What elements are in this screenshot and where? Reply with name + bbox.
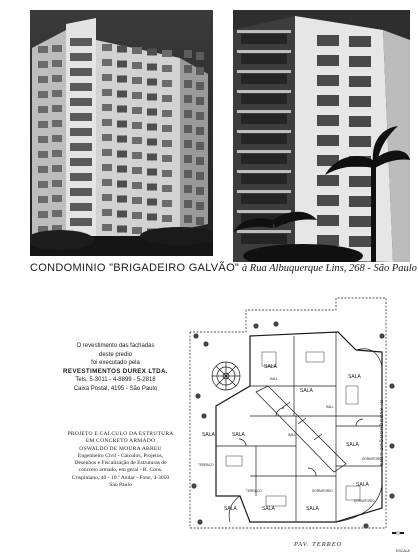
ground-floor-plan [186,296,408,540]
room-label: SALA [262,506,275,512]
scale-label: ESCALA [396,549,410,553]
credit-line-3: OSWALDO DE MOURA ABREU [79,445,162,452]
room-label: DORMITORIO [312,489,333,493]
engineer-credit [58,431,183,489]
room-label: SALA [346,442,359,448]
room-label: SALA [356,482,369,488]
room-label: HALL [288,433,296,437]
credit-line-8: São Paulo [109,482,132,489]
ad-line-3: foi executado pela [91,360,140,367]
credit-line-6: concreto armado, em geral - R. Cons. [78,467,163,474]
ad-line-1: O revestimento das fachadas [76,343,155,349]
building-address: à Rua Albuquerque Lins, 268 - São Paulo [241,263,417,274]
room-label: SALA [202,432,215,438]
facade-advertisement [48,342,183,394]
room-label: HALL [270,377,278,381]
room-label: SALA [300,388,313,394]
ad-company: REVESTIMENTOS DUREX LTDA. [63,367,168,375]
credit-line-5: Desenhos e Fiscalização de Estruturas de [74,460,167,467]
room-label: TERRAÇO [246,489,262,493]
floor-plan-title: PAV. TERREO [294,541,343,548]
credit-line-2: EM CONCRETO ARMADO [85,438,156,445]
room-label: HALL [326,405,334,409]
ad-line-2: deste predio [98,351,133,358]
credit-line-4: Engenheiro Civil - Calculos, Projetos, [77,452,164,459]
room-label: DORMITORIO [354,499,375,503]
room-label: SALA [264,364,277,370]
room-label: SALA [224,506,237,512]
street-label: R. ALBUQUERQUE LINS [379,400,384,467]
building-name: CONDOMINIO "BRIGADEIRO GALVÃO" [30,262,240,274]
photo-caption [30,262,417,274]
room-label: DORMITORIO [362,457,383,461]
building-photo-left [30,10,213,256]
room-label: SALA [306,506,319,512]
room-label: SALA [348,374,361,380]
ad-postal: Caixa Postal, 4195 - São Paulo [73,385,158,392]
credit-line-1: PROJETO E CALCULO DA ESTRUTURA [67,431,174,437]
building-photo-right [233,10,410,262]
room-label: TERRAÇO [198,463,214,467]
room-label: SALA [232,432,245,438]
ad-phones: Tels. 5-3011 - 4-8899 - 5-2818 [75,377,156,384]
credit-line-7: Crispiniano, 40 - 10.º Andar - Fone, 4-3050 [71,474,170,481]
